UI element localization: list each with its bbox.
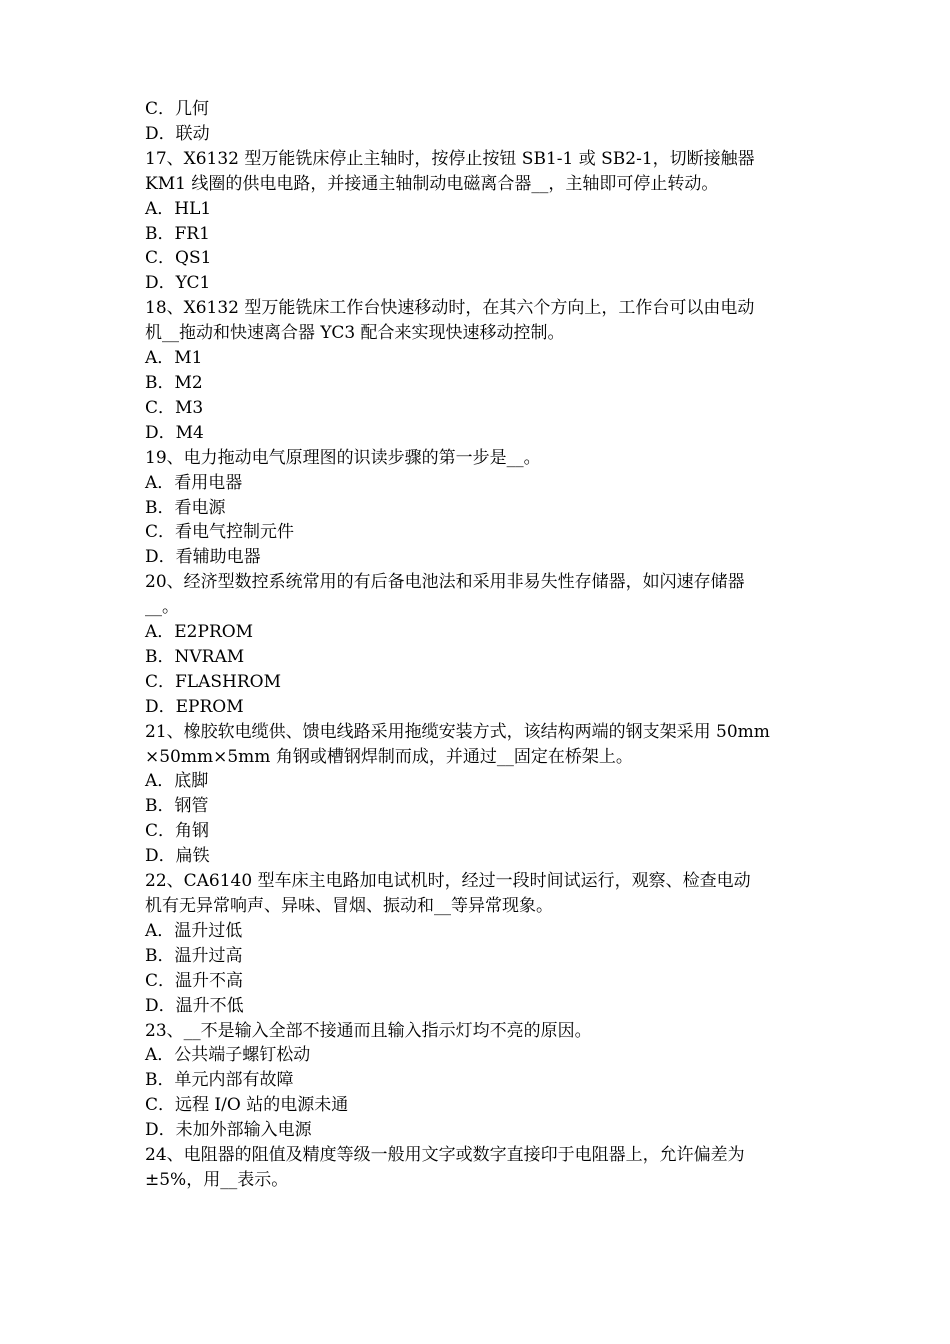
question-text	[145, 1019, 807, 1044]
answer-option: A．看用电器	[145, 472, 243, 493]
question-line: ×50mm×5mm 角钢或槽钢焊制而成，并通过__固定在桥架上。	[145, 746, 633, 767]
question-line: 24、电阻器的阻值及精度等级一般用文字或数字直接印于电阻器上，允许偏差为	[145, 1145, 745, 1166]
question-line: 17、X6132 型万能铣床停止主轴时，按停止按钮 SB1-1 或 SB2-1，切断接触器	[145, 148, 755, 169]
question-text	[145, 1143, 807, 1193]
answer-option: C．M3	[145, 397, 204, 418]
answer-option: A．HL1	[145, 198, 212, 219]
answer-option: A．公共端子螺钉松动	[145, 1045, 311, 1066]
question-line: 机有无异常响声、异味、冒烟、振动和__等异常现象。	[145, 896, 553, 916]
answer-option: C．温升不高	[145, 970, 244, 991]
question-text	[145, 869, 807, 919]
answer-option: B．NVRAM	[145, 646, 245, 667]
question-line: 23、__不是输入全部不接通而且输入指示灯均不亮的原因。	[145, 1020, 592, 1041]
answer-option: A．M1	[145, 348, 203, 369]
answer-option: A．E2PROM	[145, 622, 254, 643]
answer-option: B．FR1	[145, 223, 210, 244]
answer-option: D．EPROM	[145, 696, 244, 717]
question-text	[145, 570, 807, 620]
answer-option: D．M4	[145, 422, 204, 443]
question-line: 20、经济型数控系统常用的有后备电池法和采用非易失性存储器，如闪速存储器	[145, 572, 745, 593]
question-line: 机__拖动和快速离合器 YC3 配合来实现快速移动控制。	[145, 323, 565, 344]
answer-option: B．看电源	[145, 497, 226, 518]
answer-option: C．远程 I/O 站的电源未通	[145, 1095, 349, 1116]
question-text	[145, 296, 807, 346]
question-text	[145, 446, 807, 471]
answer-option: B．单元内部有故障	[145, 1070, 294, 1091]
answer-option: D．扁铁	[145, 846, 210, 867]
answer-option: C．几何	[145, 99, 210, 119]
question-line: 18、X6132 型万能铣床工作台快速移动时，在其六个方向上，工作台可以由电动	[145, 298, 755, 319]
answer-option: C．QS1	[145, 248, 212, 269]
answer-option: B．钢管	[145, 796, 209, 817]
question-line: KM1 线圈的供电电路，并接通主轴制动电磁离合器__，主轴即可停止转动。	[145, 173, 719, 194]
answer-option: A．底脚	[145, 771, 209, 792]
question-line: 21、橡胶软电缆供、馈电线路采用拖缆安装方式，该结构两端的钢支架采用 50mm	[145, 721, 770, 742]
question-text	[145, 147, 807, 197]
document-page	[145, 97, 807, 1193]
answer-option: B．M2	[145, 372, 203, 393]
answer-option: C．看电气控制元件	[145, 522, 295, 543]
answer-option: D．YC1	[145, 273, 211, 294]
question-line: ±5%，用__表示。	[145, 1169, 289, 1190]
question-line: 19、电力拖动电气原理图的识读步骤的第一步是__。	[145, 447, 541, 468]
question-text	[145, 720, 807, 770]
answer-option: C．角钢	[145, 821, 210, 842]
answer-option: B．温升过高	[145, 945, 243, 966]
answer-option: D．温升不低	[145, 995, 244, 1016]
question-line: 22、CA6140 型车床主电路加电试机时，经过一段时间试运行，观察、检查电动	[145, 871, 751, 892]
answer-option: C．FLASHROM	[145, 671, 281, 692]
answer-option: D．联动	[145, 123, 210, 144]
question-line: __。	[145, 597, 179, 618]
answer-option: D．未加外部输入电源	[145, 1120, 312, 1141]
answer-option: A．温升过低	[145, 920, 243, 941]
answer-option: D．看辅助电器	[145, 547, 261, 568]
